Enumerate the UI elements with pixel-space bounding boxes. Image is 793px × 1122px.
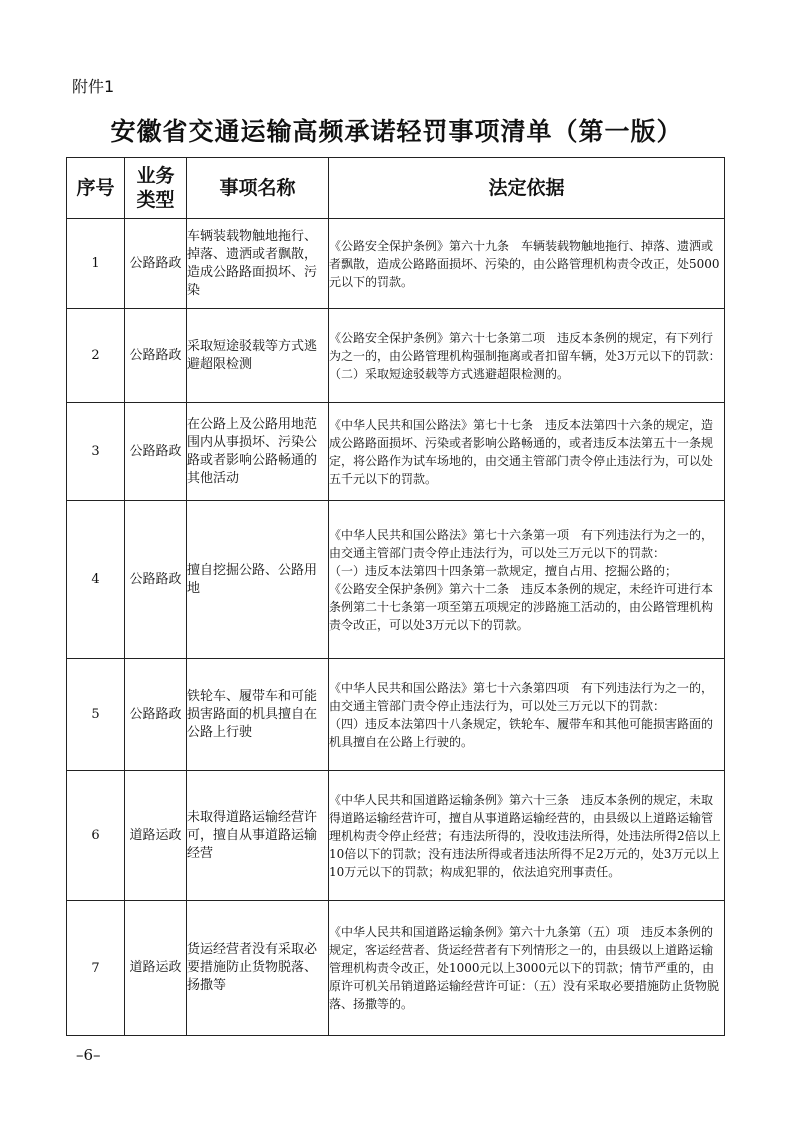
header-name: 事项名称: [187, 158, 329, 219]
header-type: 业务类型: [125, 158, 187, 219]
business-type: 公路路政: [125, 501, 187, 659]
legal-basis: 《中华人民共和国公路法》第七十七条 违反本法第四十六条的规定，造成公路路面损坏、污染或者影响公路畅通的，或者违反本法第五十一条规定，将公路作为试车场地的，由交通主管部门责令停止违法行为，可以处五千元以下的罚款。: [329, 403, 725, 501]
item-name: 采取短途驳载等方式逃避超限检测: [187, 309, 329, 403]
header-num: 序号: [67, 158, 125, 219]
item-name: 铁轮车、履带车和可能损害路面的机具擅自在公路上行驶: [187, 659, 329, 771]
row-number: 1: [67, 219, 125, 309]
legal-basis: 《中华人民共和国公路法》第七十六条第一项 有下列违法行为之一的，由交通主管部门责令停止违法行为，可以处三万元以下的罚款： （一）违反本法第四十四条第一款规定，擅自占用、挖掘公路的； 《公路安全保护条例》第六十二条 违反本条例的规定，未经许可进行本条例第二十七条第一项至第五项规定的涉路施工活动的，由公路管理机构责令改正，可以处3万元以下的罚款。: [329, 501, 725, 659]
legal-basis: 《中华人民共和国道路运输条例》第六十九条第（五）项 违反本条例的规定，客运经营者、货运经营者有下列情形之一的，由县级以上道路运输管理机构责令改正，处1000元以上3000元以下的罚款；情节严重的，由原许可机关吊销道路运输经营许可证：（五）没有采取必要措施防止货物脱落、扬撒等的。: [329, 901, 725, 1036]
page-number: –6–: [76, 1046, 101, 1064]
row-number: 3: [67, 403, 125, 501]
item-name: 货运经营者没有采取必要措施防止货物脱落、扬撒等: [187, 901, 329, 1036]
legal-basis: 《中华人民共和国公路法》第七十六条第四项 有下列违法行为之一的，由交通主管部门责令停止违法行为，可以处三万元以下的罚款： （四）违反本法第四十八条规定，铁轮车、履带车和其他可能损害路面的机具擅自在公路上行驶的。: [329, 659, 725, 771]
item-name: 车辆装载物触地拖行、掉落、遗洒或者飘散，造成公路路面损坏、污染: [187, 219, 329, 309]
row-number: 2: [67, 309, 125, 403]
legal-basis: 《公路安全保护条例》第六十九条 车辆装载物触地拖行、掉落、遗洒或者飘散，造成公路路面损坏、污染的，由公路管理机构责令改正，处5000元以下的罚款。: [329, 219, 725, 309]
table-row: [67, 309, 725, 403]
business-type: 公路路政: [125, 309, 187, 403]
document-title: 安徽省交通运输高频承诺轻罚事项清单（第一版）: [110, 117, 683, 146]
table-row: [67, 501, 725, 659]
legal-basis: 《中华人民共和国道路运输条例》第六十三条 违反本条例的规定，未取得道路运输经营许可，擅自从事道路运输经营的，由县级以上道路运输管理机构责令停止经营；有违法所得的，没收违法所得，处违法所得2倍以上10倍以下的罚款；没有违法所得或者违法所得不足2万元的，处3万元以上10万元以下的罚款；构成犯罪的，依法追究刑事责任。: [329, 771, 725, 901]
header-basis: 法定依据: [329, 158, 725, 219]
business-type: 道路运政: [125, 771, 187, 901]
table-header-row: [67, 158, 725, 219]
business-type: 公路路政: [125, 403, 187, 501]
table-row: [67, 771, 725, 901]
table-row: [67, 901, 725, 1036]
penalty-items-table: [66, 157, 725, 1036]
row-number: 6: [67, 771, 125, 901]
item-name: 擅自挖掘公路、公路用地: [187, 501, 329, 659]
row-number: 4: [67, 501, 125, 659]
row-number: 7: [67, 901, 125, 1036]
table-row: [67, 659, 725, 771]
business-type: 道路运政: [125, 901, 187, 1036]
attachment-label: 附件1: [72, 77, 115, 96]
legal-basis: 《公路安全保护条例》第六十七条第二项 违反本条例的规定，有下列行为之一的，由公路管理机构强制拖离或者扣留车辆，处3万元以下的罚款： （二）采取短途驳载等方式逃避超限检测的。: [329, 309, 725, 403]
table-row: [67, 403, 725, 501]
table-row: [67, 219, 725, 309]
item-name: 在公路上及公路用地范围内从事损坏、污染公路或者影响公路畅通的其他活动: [187, 403, 329, 501]
item-name: 未取得道路运输经营许可，擅自从事道路运输经营: [187, 771, 329, 901]
business-type: 公路路政: [125, 659, 187, 771]
business-type: 公路路政: [125, 219, 187, 309]
row-number: 5: [67, 659, 125, 771]
